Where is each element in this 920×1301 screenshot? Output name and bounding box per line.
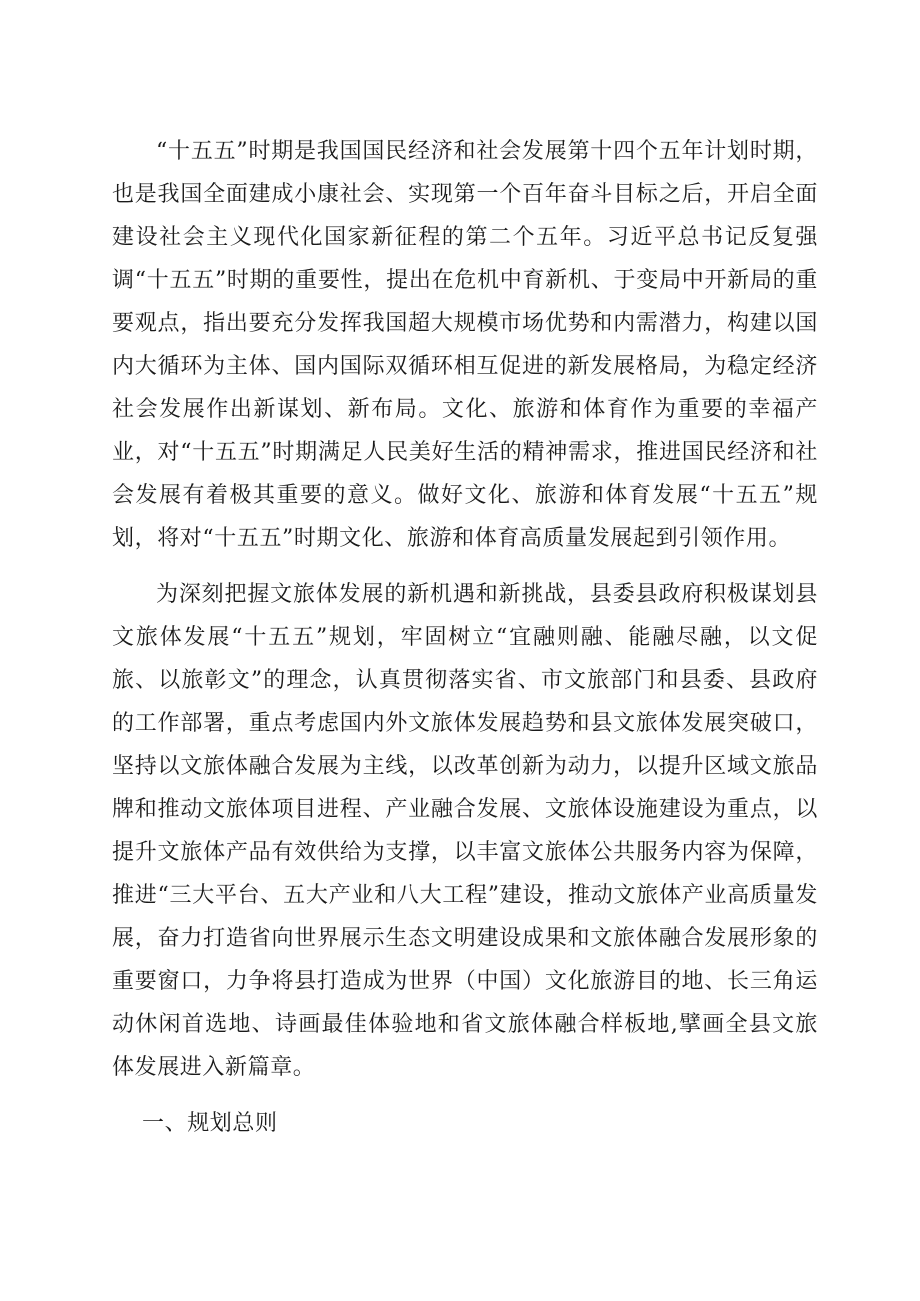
section-heading: 一、规划总则 — [142, 1111, 278, 1136]
paragraph-planning: 为深刻把握文旅体发展的新机遇和新挑战，县委县政府积极谋划县文旅体发展“十五五”规划，牢固树立“宜融则融、能融尽融，以文促旅、以旅彰文”的理念，认真贯彻落实省、市文旅部门和县委、县政府的工作部署，重点考虑国内外文旅体发展趋势和县文旅体发展突破口，坚持以文旅体融合发展为主线，以改革创新为动力，以提升区域文旅品牌和推动文旅体项目进程、产业融合发展、文旅体设施建设为重点，以提升文旅体产品有效供给为支撑，以丰富文旅体公共服务内容为保障，推进“三大平台、五大产业和八大工程”建设，推动文旅体产业高质量发展，奋力打造省向世界展示生态文明建设成果和文旅体融合发展形象的重要窗口，力争将县打造成为世界（中国）文化旅游目的地、长三角运动休闲首选地、诗画最佳体验地和省文旅体融合样板地,擘画全县文旅体发展进入新篇章。 — [112, 582, 818, 1080]
document-body — [112, 130, 818, 1145]
paragraph-intro: “十五五”时期是我国国民经济和社会发展第十四个五年计划时期，也是我国全面建成小康社会、实现第一个百年奋斗目标之后，开启全面建设社会主义现代化国家新征程的第二个五年。习近平总书记反复强调“十五五”时期的重要性，提出在危机中育新机、于变局中开新局的重要观点，指出要充分发挥我国超大规模市场优势和内需潜力，构建以国内大循环为主体、国内国际双循环相互促进的新发展格局，为稳定经济社会发展作出新谋划、新布局。文化、旅游和体育作为重要的幸福产业，对“十五五”时期满足人民美好生活的精神需求，推进国民经济和社会发展有着极其重要的意义。做好文化、旅游和体育发展“十五五”规划，将对“十五五”时期文化、旅游和体育高质量发展起到引领作用。 — [112, 139, 818, 551]
